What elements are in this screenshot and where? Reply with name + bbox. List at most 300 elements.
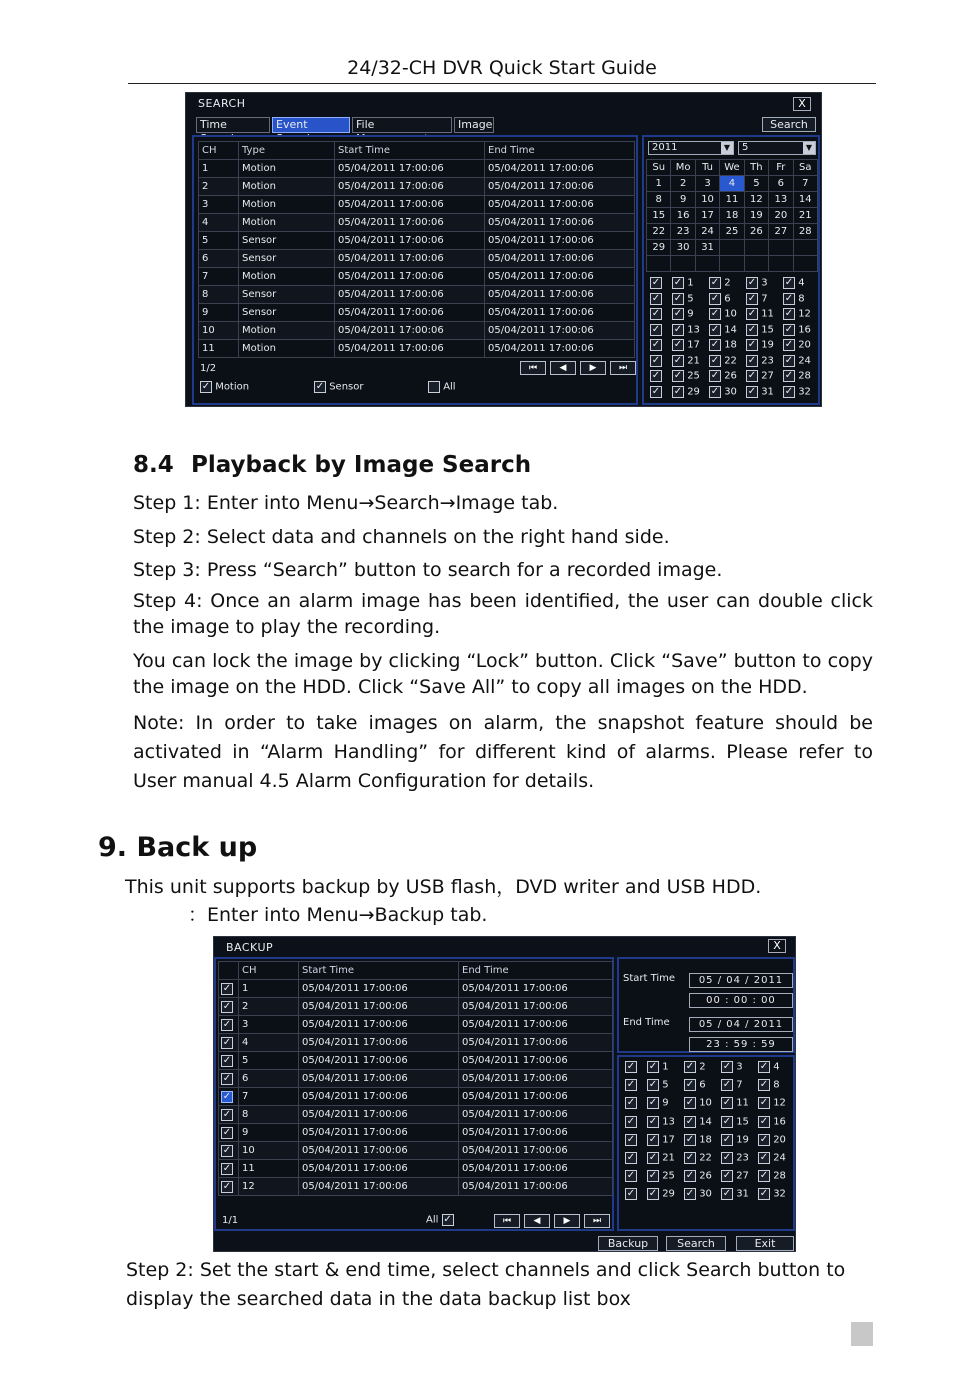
checkbox-icon[interactable]: ✓ (784, 277, 794, 288)
checkbox-icon[interactable]: ✓ (222, 1126, 232, 1138)
checkbox-icon[interactable]: ✓ (222, 1144, 232, 1156)
calendar-day[interactable]: 4 (720, 176, 744, 192)
calendar-day[interactable]: 30 (671, 240, 695, 256)
checkbox-icon[interactable]: ✓ (759, 1152, 769, 1163)
channel-checkbox[interactable]: ✓ 22 (710, 354, 737, 366)
table-cell: Motion (239, 322, 335, 340)
channel-checkbox[interactable]: ✓ 9 (648, 1097, 669, 1109)
checkbox-icon[interactable]: ✓ (710, 277, 720, 288)
channel-checkbox[interactable]: ✓ 28 (784, 370, 811, 382)
backup-window-title: BACKUP (226, 941, 274, 954)
weekday-label: Sa (793, 160, 817, 176)
last-page-icon[interactable]: ⏭ (610, 361, 636, 375)
channel-checkbox[interactable]: ✓ 18 (685, 1133, 712, 1146)
channel-checkbox[interactable]: ✓ 11 (747, 308, 774, 320)
channel-checkbox[interactable]: ✓ 20 (759, 1133, 786, 1146)
checkbox-icon[interactable]: ✓ (722, 1079, 732, 1091)
calendar-day[interactable]: 22 (647, 224, 671, 240)
channel-checkbox[interactable]: ✓ 26 (685, 1170, 712, 1182)
channel-checkbox[interactable]: ✓ 17 (673, 339, 700, 351)
table-row[interactable] (219, 1088, 613, 1106)
table-cell: 6 (239, 1070, 299, 1088)
table-cell: 6 (199, 250, 239, 268)
channel-checkbox[interactable]: ✓ 19 (747, 339, 774, 351)
row-select-checkbox[interactable]: ✓ (626, 1152, 636, 1163)
prev-page-icon[interactable]: ◀ (550, 361, 576, 375)
calendar-day[interactable]: 27 (769, 224, 793, 240)
search-window (185, 92, 822, 407)
channel-checkbox[interactable]: ✓ 3 (747, 277, 768, 289)
checkbox-icon[interactable]: ✓ (784, 292, 794, 304)
row-checkbox[interactable] (219, 1106, 239, 1124)
checkbox-icon[interactable]: ✓ (673, 339, 683, 350)
calendar-day[interactable]: 26 (744, 224, 768, 240)
end-time-field[interactable]: 23 : 59 : 59 (689, 1037, 793, 1052)
calendar-day (769, 240, 793, 256)
checkbox-icon[interactable]: ✓ (222, 1108, 232, 1120)
channel-checkbox[interactable]: ✓ 24 (759, 1152, 786, 1164)
table-row[interactable] (199, 232, 635, 250)
calendar-day[interactable]: 25 (720, 224, 744, 240)
calendar-day[interactable]: 16 (671, 208, 695, 224)
table-row[interactable] (219, 1034, 613, 1052)
checkbox-icon[interactable]: ✓ (673, 385, 683, 397)
calendar-day[interactable]: 23 (671, 224, 695, 240)
table-cell: 05/04/2011 17:00:06 (485, 250, 635, 268)
tab-time-search[interactable]: Time (196, 117, 270, 133)
checkbox-icon[interactable]: ✓ (784, 385, 794, 397)
channel-checkbox[interactable]: ✓ 31 (747, 385, 774, 397)
row-select-checkbox[interactable]: ✓ (651, 385, 661, 397)
checkbox-icon[interactable]: ✓ (222, 1090, 232, 1102)
channel-checkboxes (648, 277, 818, 401)
checkbox-icon[interactable]: ✓ (747, 308, 757, 319)
row-select-checkbox[interactable]: ✓ (626, 1133, 636, 1145)
channel-checkbox[interactable]: ✓ 4 (784, 277, 805, 289)
channel-checkbox[interactable]: ✓ 15 (722, 1115, 749, 1128)
channel-checkbox[interactable]: ✓ 16 (759, 1115, 786, 1128)
row-checkbox[interactable] (219, 1160, 239, 1178)
checkbox-icon[interactable]: ✓ (685, 1097, 695, 1109)
calendar-day[interactable]: 8 (647, 192, 671, 208)
channel-checkbox[interactable]: ✓ 7 (747, 292, 768, 304)
channel-checkbox[interactable]: ✓ 25 (673, 370, 700, 382)
calendar-day[interactable]: 3 (695, 176, 719, 192)
checkbox-icon[interactable]: ✓ (722, 1133, 732, 1145)
checkbox-icon[interactable]: ✓ (648, 1061, 658, 1072)
checkbox-icon[interactable]: ✓ (648, 1079, 658, 1091)
calendar-day[interactable]: 1 (647, 176, 671, 192)
checkbox-icon[interactable]: ✓ (648, 1188, 658, 1200)
calendar-day (793, 240, 817, 256)
table-row[interactable] (219, 1106, 613, 1124)
checkbox-icon[interactable]: ✓ (759, 1097, 769, 1109)
end-date-field[interactable]: 05 / 04 / 2011 (689, 1017, 793, 1032)
checkbox-icon[interactable]: ✓ (685, 1133, 695, 1145)
table-row[interactable] (219, 1070, 613, 1088)
row-checkbox[interactable] (219, 1070, 239, 1088)
checkbox-icon[interactable]: ✓ (722, 1152, 732, 1163)
calendar-day[interactable]: 7 (793, 176, 817, 192)
start-time-field[interactable]: 00 : 00 : 00 (689, 993, 793, 1008)
checkbox-icon[interactable]: ✓ (710, 370, 720, 381)
prev-page-icon[interactable]: ◀ (524, 1214, 550, 1228)
table-cell: 05/04/2011 17:00:06 (485, 214, 635, 232)
checkbox-icon[interactable]: ✓ (222, 982, 232, 994)
table-row[interactable] (219, 1142, 613, 1160)
channel-checkbox[interactable]: ✓ 6 (685, 1079, 706, 1091)
row-checkbox[interactable] (219, 1124, 239, 1142)
checkbox-icon[interactable]: ✓ (710, 323, 720, 335)
checkbox-icon[interactable]: ✓ (222, 1000, 232, 1012)
row-select-checkbox[interactable]: ✓ (626, 1115, 636, 1127)
row-checkbox[interactable] (219, 980, 239, 998)
channel-checkbox[interactable]: ✓ 4 (759, 1061, 780, 1073)
channel-checkbox[interactable]: ✓ 2 (685, 1061, 706, 1073)
column-header-ch[interactable]: CH (239, 962, 299, 980)
column-header-start-time[interactable]: Start Time (335, 142, 485, 160)
page-indicator: 1/1 (222, 1215, 239, 1226)
row-select-checkbox[interactable]: ✓ (651, 354, 661, 366)
table-row[interactable] (219, 1016, 613, 1034)
column-header-end-time[interactable]: End Time (459, 962, 613, 980)
table-cell: 12 (239, 1178, 299, 1196)
table-cell: 05/04/2011 17:00:06 (299, 1142, 459, 1160)
checkbox-icon[interactable]: ✓ (222, 1162, 232, 1174)
calendar-day[interactable]: 19 (744, 208, 768, 224)
channel-checkbox[interactable]: ✓ 30 (710, 385, 737, 397)
checkbox-icon[interactable]: ✓ (222, 1072, 232, 1084)
row-select-checkbox[interactable]: ✓ (651, 308, 661, 319)
search-button[interactable]: Search (762, 117, 816, 132)
channel-checkbox[interactable]: ✓ 15 (747, 323, 774, 335)
checkbox-icon[interactable]: ✓ (710, 292, 720, 304)
calendar-day[interactable]: 9 (671, 192, 695, 208)
table-row[interactable] (219, 1124, 613, 1142)
calendar-day[interactable]: 28 (793, 224, 817, 240)
row-select-checkbox[interactable]: ✓ (626, 1170, 636, 1182)
close-icon[interactable]: X (768, 939, 786, 953)
channel-checkbox[interactable]: ✓ 21 (673, 354, 700, 366)
calendar-day[interactable]: 11 (720, 192, 744, 208)
checkbox-icon[interactable]: ✓ (722, 1097, 732, 1109)
table-cell: 05/04/2011 17:00:06 (335, 196, 485, 214)
backup-step-1: ：Enter into Menu→Backup tab. (188, 904, 488, 926)
channel-checkbox[interactable]: ✓ 16 (784, 323, 811, 335)
checkbox-icon[interactable]: ✓ (685, 1152, 695, 1163)
row-select-checkbox[interactable]: ✓ (651, 323, 661, 335)
next-page-icon[interactable]: ▶ (554, 1214, 580, 1228)
channel-checkbox[interactable]: ✓ 32 (784, 385, 811, 397)
channel-checkbox[interactable]: ✓ 25 (648, 1170, 675, 1182)
checkbox-icon[interactable]: ✓ (722, 1061, 732, 1072)
calendar-day[interactable]: 29 (647, 240, 671, 256)
filter-motion[interactable]: ✓ Motion (201, 381, 250, 393)
filter-sensor[interactable]: ✓ Sensor (315, 381, 364, 393)
checkbox-icon[interactable]: ✓ (759, 1061, 769, 1072)
backup-button[interactable]: Backup (598, 1236, 658, 1251)
channel-checkbox[interactable]: ✓ 14 (710, 323, 737, 335)
checkbox-icon[interactable]: ✓ (222, 1054, 232, 1066)
row-checkbox[interactable] (219, 1034, 239, 1052)
checkbox-icon[interactable]: ✓ (315, 381, 325, 392)
table-row[interactable] (219, 1160, 613, 1178)
channel-checkbox[interactable]: ✓ 23 (722, 1152, 749, 1164)
select-all-checkbox[interactable]: All ✓ (426, 1214, 452, 1226)
checkbox-icon[interactable]: ✓ (759, 1115, 769, 1127)
channel-checkbox[interactable]: ✓ 9 (673, 308, 694, 320)
tab-file-management[interactable]: File (352, 117, 452, 133)
section-heading-9: 9. Back up (98, 832, 258, 863)
checkbox-icon[interactable]: ✓ (710, 308, 720, 319)
checkbox-icon[interactable]: ✓ (722, 1170, 732, 1182)
table-row[interactable] (199, 250, 635, 268)
row-checkbox[interactable] (219, 1052, 239, 1070)
column-header-end-time[interactable]: End Time (485, 142, 635, 160)
checkbox-icon[interactable]: ✓ (685, 1079, 695, 1091)
checkbox-icon[interactable]: ✓ (685, 1061, 695, 1072)
calendar-day[interactable]: 13 (769, 192, 793, 208)
calendar-day[interactable]: 31 (695, 240, 719, 256)
header-title: 24/32-CH DVR Quick Start Guide (347, 57, 657, 79)
checkbox-icon[interactable]: ✓ (784, 308, 794, 319)
end-time-label: End Time (623, 1017, 670, 1028)
checkbox-icon[interactable]: ✓ (673, 354, 683, 366)
checkbox-icon[interactable]: ✓ (685, 1115, 695, 1127)
calendar-day[interactable]: 20 (769, 208, 793, 224)
checkbox-icon[interactable]: ✓ (685, 1188, 695, 1200)
table-row[interactable] (199, 322, 635, 340)
table-cell: 05/04/2011 17:00:06 (485, 160, 635, 178)
table-cell: 05/04/2011 17:00:06 (485, 196, 635, 214)
calendar-day[interactable]: 14 (793, 192, 817, 208)
channel-checkbox[interactable]: ✓ 10 (685, 1097, 712, 1109)
table-row[interactable] (199, 268, 635, 286)
row-select-checkbox[interactable]: ✓ (626, 1097, 636, 1109)
checkbox-icon[interactable]: ✓ (648, 1170, 658, 1182)
row-select-checkbox[interactable]: ✓ (626, 1079, 636, 1091)
column-header-ch[interactable]: CH (199, 142, 239, 160)
channel-checkbox[interactable]: ✓ 1 (673, 277, 694, 289)
table-row[interactable] (199, 160, 635, 178)
channel-checkbox[interactable]: ✓ 20 (784, 339, 811, 351)
checkbox-icon[interactable]: ✓ (784, 323, 794, 335)
checkbox-icon[interactable]: ✓ (201, 381, 211, 392)
calendar-day[interactable]: 18 (720, 208, 744, 224)
table-row[interactable] (199, 178, 635, 196)
channel-checkbox[interactable]: ✓ 12 (784, 308, 811, 320)
checkbox-icon[interactable]: ✓ (443, 1214, 452, 1225)
channel-checkbox[interactable]: ✓ 12 (759, 1097, 786, 1109)
row-checkbox[interactable] (219, 998, 239, 1016)
start-date-field[interactable]: 05 / 04 / 2011 (689, 973, 793, 988)
column-header-start-time[interactable]: Start Time (299, 962, 459, 980)
calendar-day[interactable]: 15 (647, 208, 671, 224)
exit-button[interactable]: Exit (736, 1236, 794, 1251)
table-cell: 05/04/2011 17:00:06 (299, 1178, 459, 1196)
calendar-day[interactable]: 24 (695, 224, 719, 240)
channel-checkbox[interactable]: ✓ 27 (722, 1170, 749, 1182)
table-row[interactable] (219, 1178, 613, 1196)
checkbox-icon[interactable]: ✓ (759, 1188, 769, 1200)
channel-checkbox[interactable]: ✓ 26 (710, 370, 737, 382)
checkbox-icon[interactable]: ✓ (747, 292, 757, 304)
calendar-day[interactable]: 12 (744, 192, 768, 208)
channel-checkbox[interactable]: ✓ 21 (648, 1152, 675, 1164)
channel-checkbox[interactable]: ✓ 8 (759, 1079, 780, 1091)
step-1-text: Step 1: Enter into Menu→Search→Image tab. (133, 492, 559, 514)
channel-checkbox[interactable]: ✓ 2 (710, 277, 731, 289)
table-row[interactable] (199, 340, 635, 358)
checkbox-icon[interactable]: ✓ (710, 354, 720, 366)
checkbox-icon[interactable]: ✓ (673, 277, 683, 288)
checkbox-icon[interactable]: ✓ (722, 1188, 732, 1200)
first-page-icon[interactable]: ⏮ (494, 1214, 520, 1228)
calendar-day[interactable]: 2 (671, 176, 695, 192)
checkbox-icon[interactable]: ✓ (747, 339, 757, 350)
checkbox-icon[interactable] (428, 381, 440, 393)
channel-checkbox[interactable]: ✓ 7 (722, 1079, 743, 1091)
table-cell: 05/04/2011 17:00:06 (485, 304, 635, 322)
first-page-icon[interactable]: ⏮ (520, 361, 546, 375)
channel-checkbox[interactable]: ✓ 22 (685, 1152, 712, 1164)
checkbox-icon[interactable]: ✓ (747, 277, 757, 288)
row-select-checkbox[interactable]: ✓ (651, 339, 661, 350)
column-header-type[interactable]: Type (239, 142, 335, 160)
channel-checkbox[interactable]: ✓ 11 (722, 1097, 749, 1109)
calendar-day[interactable]: 17 (695, 208, 719, 224)
checkbox-icon[interactable]: ✓ (759, 1133, 769, 1145)
row-select-checkbox[interactable]: ✓ (651, 292, 661, 304)
checkbox-icon[interactable]: ✓ (759, 1170, 769, 1182)
table-cell: 05/04/2011 17:00:06 (335, 214, 485, 232)
channel-checkbox[interactable]: ✓ 24 (784, 354, 811, 366)
row-checkbox[interactable] (219, 1178, 239, 1196)
channel-checkbox[interactable]: ✓ 28 (759, 1170, 786, 1182)
table-cell: 05/04/2011 17:00:06 (485, 232, 635, 250)
last-page-icon[interactable]: ⏭ (584, 1214, 610, 1228)
checkbox-icon[interactable]: ✓ (722, 1115, 732, 1127)
checkbox-icon[interactable]: ✓ (673, 323, 683, 335)
search-button[interactable]: Search (666, 1236, 726, 1251)
next-page-icon[interactable]: ▶ (580, 361, 606, 375)
month-select[interactable]: 5 ▼ (738, 141, 816, 155)
calendar-day[interactable]: 6 (769, 176, 793, 192)
table-row[interactable] (199, 214, 635, 232)
channel-checkbox[interactable]: ✓ 32 (759, 1188, 786, 1200)
date-channel-panel (642, 135, 820, 405)
calendar-day[interactable]: 21 (793, 208, 817, 224)
checkbox-icon[interactable]: ✓ (747, 323, 757, 335)
close-icon[interactable]: X (793, 97, 811, 111)
step-3-text: Step 3: Press “Search” button to search for a recorded image. (133, 559, 723, 581)
backup-list-panel (214, 957, 614, 1231)
calendar-day[interactable]: 10 (695, 192, 719, 208)
channel-checkbox[interactable]: ✓ 13 (648, 1115, 675, 1128)
checkbox-icon[interactable]: ✓ (759, 1079, 769, 1091)
channel-checkbox[interactable]: ✓ 5 (673, 292, 694, 304)
channel-checkbox[interactable]: ✓ 29 (648, 1188, 675, 1200)
channel-checkbox[interactable]: ✓ 10 (710, 308, 737, 320)
row-checkbox[interactable] (219, 1088, 239, 1106)
chevron-down-icon: ▼ (803, 142, 815, 154)
table-cell: Motion (239, 160, 335, 178)
checkbox-icon[interactable]: ✓ (673, 308, 683, 319)
tab-event-search[interactable]: Event (272, 117, 350, 133)
channel-checkbox[interactable]: ✓ 27 (747, 370, 774, 382)
channel-checkbox[interactable]: ✓ 31 (722, 1188, 749, 1200)
checkbox-icon[interactable]: ✓ (222, 1180, 232, 1192)
channel-checkbox[interactable]: ✓ 1 (648, 1061, 669, 1073)
checkbox-icon[interactable]: ✓ (710, 339, 720, 350)
channel-checkbox[interactable]: ✓ 18 (710, 339, 737, 351)
checkbox-icon[interactable]: ✓ (784, 354, 794, 366)
checkbox-icon[interactable]: ✓ (673, 292, 683, 304)
checkbox-icon[interactable]: ✓ (685, 1170, 695, 1182)
channel-checkbox[interactable]: ✓ 5 (648, 1079, 669, 1091)
checkbox-icon[interactable]: ✓ (784, 370, 794, 381)
row-select-checkbox[interactable]: ✓ (626, 1061, 636, 1072)
channel-checkbox[interactable]: ✓ 17 (648, 1133, 675, 1146)
row-select-checkbox[interactable]: ✓ (651, 370, 661, 381)
checkbox-icon[interactable]: ✓ (784, 339, 794, 350)
channel-checkbox[interactable]: ✓ 29 (673, 385, 700, 397)
checkbox-icon[interactable]: ✓ (648, 1133, 658, 1145)
checkbox-icon[interactable]: ✓ (648, 1115, 658, 1127)
channel-checkbox[interactable]: ✓ 3 (722, 1061, 743, 1073)
channel-checkbox[interactable]: ✓ 14 (685, 1115, 712, 1128)
checkbox-icon[interactable]: ✓ (673, 370, 683, 381)
row-checkbox[interactable] (219, 1016, 239, 1034)
checkbox-icon[interactable]: ✓ (648, 1152, 658, 1163)
checkbox-icon[interactable]: ✓ (747, 385, 757, 397)
year-select[interactable]: 2011 ▼ (648, 141, 734, 155)
checkbox-icon[interactable]: ✓ (710, 385, 720, 397)
note-text: Note: In order to take images on alarm, the snapshot feature should be activated in “Alarm Handling” for different kind of alarms. Please refer to User manual 4.5 Alarm Configuration for details. (133, 712, 873, 792)
channel-checkbox[interactable]: ✓ 6 (710, 292, 731, 304)
table-cell: 05/04/2011 17:00:06 (299, 1160, 459, 1178)
table-row[interactable] (199, 304, 635, 322)
calendar-day[interactable]: 5 (744, 176, 768, 192)
tab-image[interactable]: Image (454, 117, 494, 133)
checkbox-icon[interactable]: ✓ (222, 1018, 232, 1030)
channel-checkbox[interactable]: ✓ 13 (673, 323, 700, 335)
row-checkbox[interactable] (219, 1142, 239, 1160)
row-select-checkbox[interactable]: ✓ (626, 1188, 636, 1200)
table-cell: 4 (239, 1034, 299, 1052)
table-cell: 05/04/2011 17:00:06 (299, 1106, 459, 1124)
checkbox-icon[interactable]: ✓ (747, 370, 757, 381)
checkbox-icon[interactable]: ✓ (747, 354, 757, 366)
table-row[interactable] (219, 998, 613, 1016)
table-row[interactable] (199, 196, 635, 214)
table-cell: 05/04/2011 17:00:06 (485, 322, 635, 340)
channel-checkbox[interactable]: ✓ 8 (784, 292, 805, 304)
checkbox-icon[interactable]: ✓ (648, 1097, 658, 1109)
channel-checkbox[interactable]: ✓ 30 (685, 1188, 712, 1200)
checkbox-icon[interactable]: ✓ (222, 1036, 232, 1048)
table-cell: 05/04/2011 17:00:06 (459, 1070, 613, 1088)
calendar-day (744, 256, 768, 272)
channel-checkbox[interactable]: ✓ 19 (722, 1133, 749, 1146)
calendar-day (793, 256, 817, 272)
table-row[interactable] (219, 1052, 613, 1070)
table-row[interactable] (199, 286, 635, 304)
filter-all[interactable]: All (428, 381, 456, 393)
row-select-checkbox[interactable]: ✓ (651, 277, 661, 288)
table-row[interactable] (219, 980, 613, 998)
channel-checkbox[interactable]: ✓ 23 (747, 354, 774, 366)
